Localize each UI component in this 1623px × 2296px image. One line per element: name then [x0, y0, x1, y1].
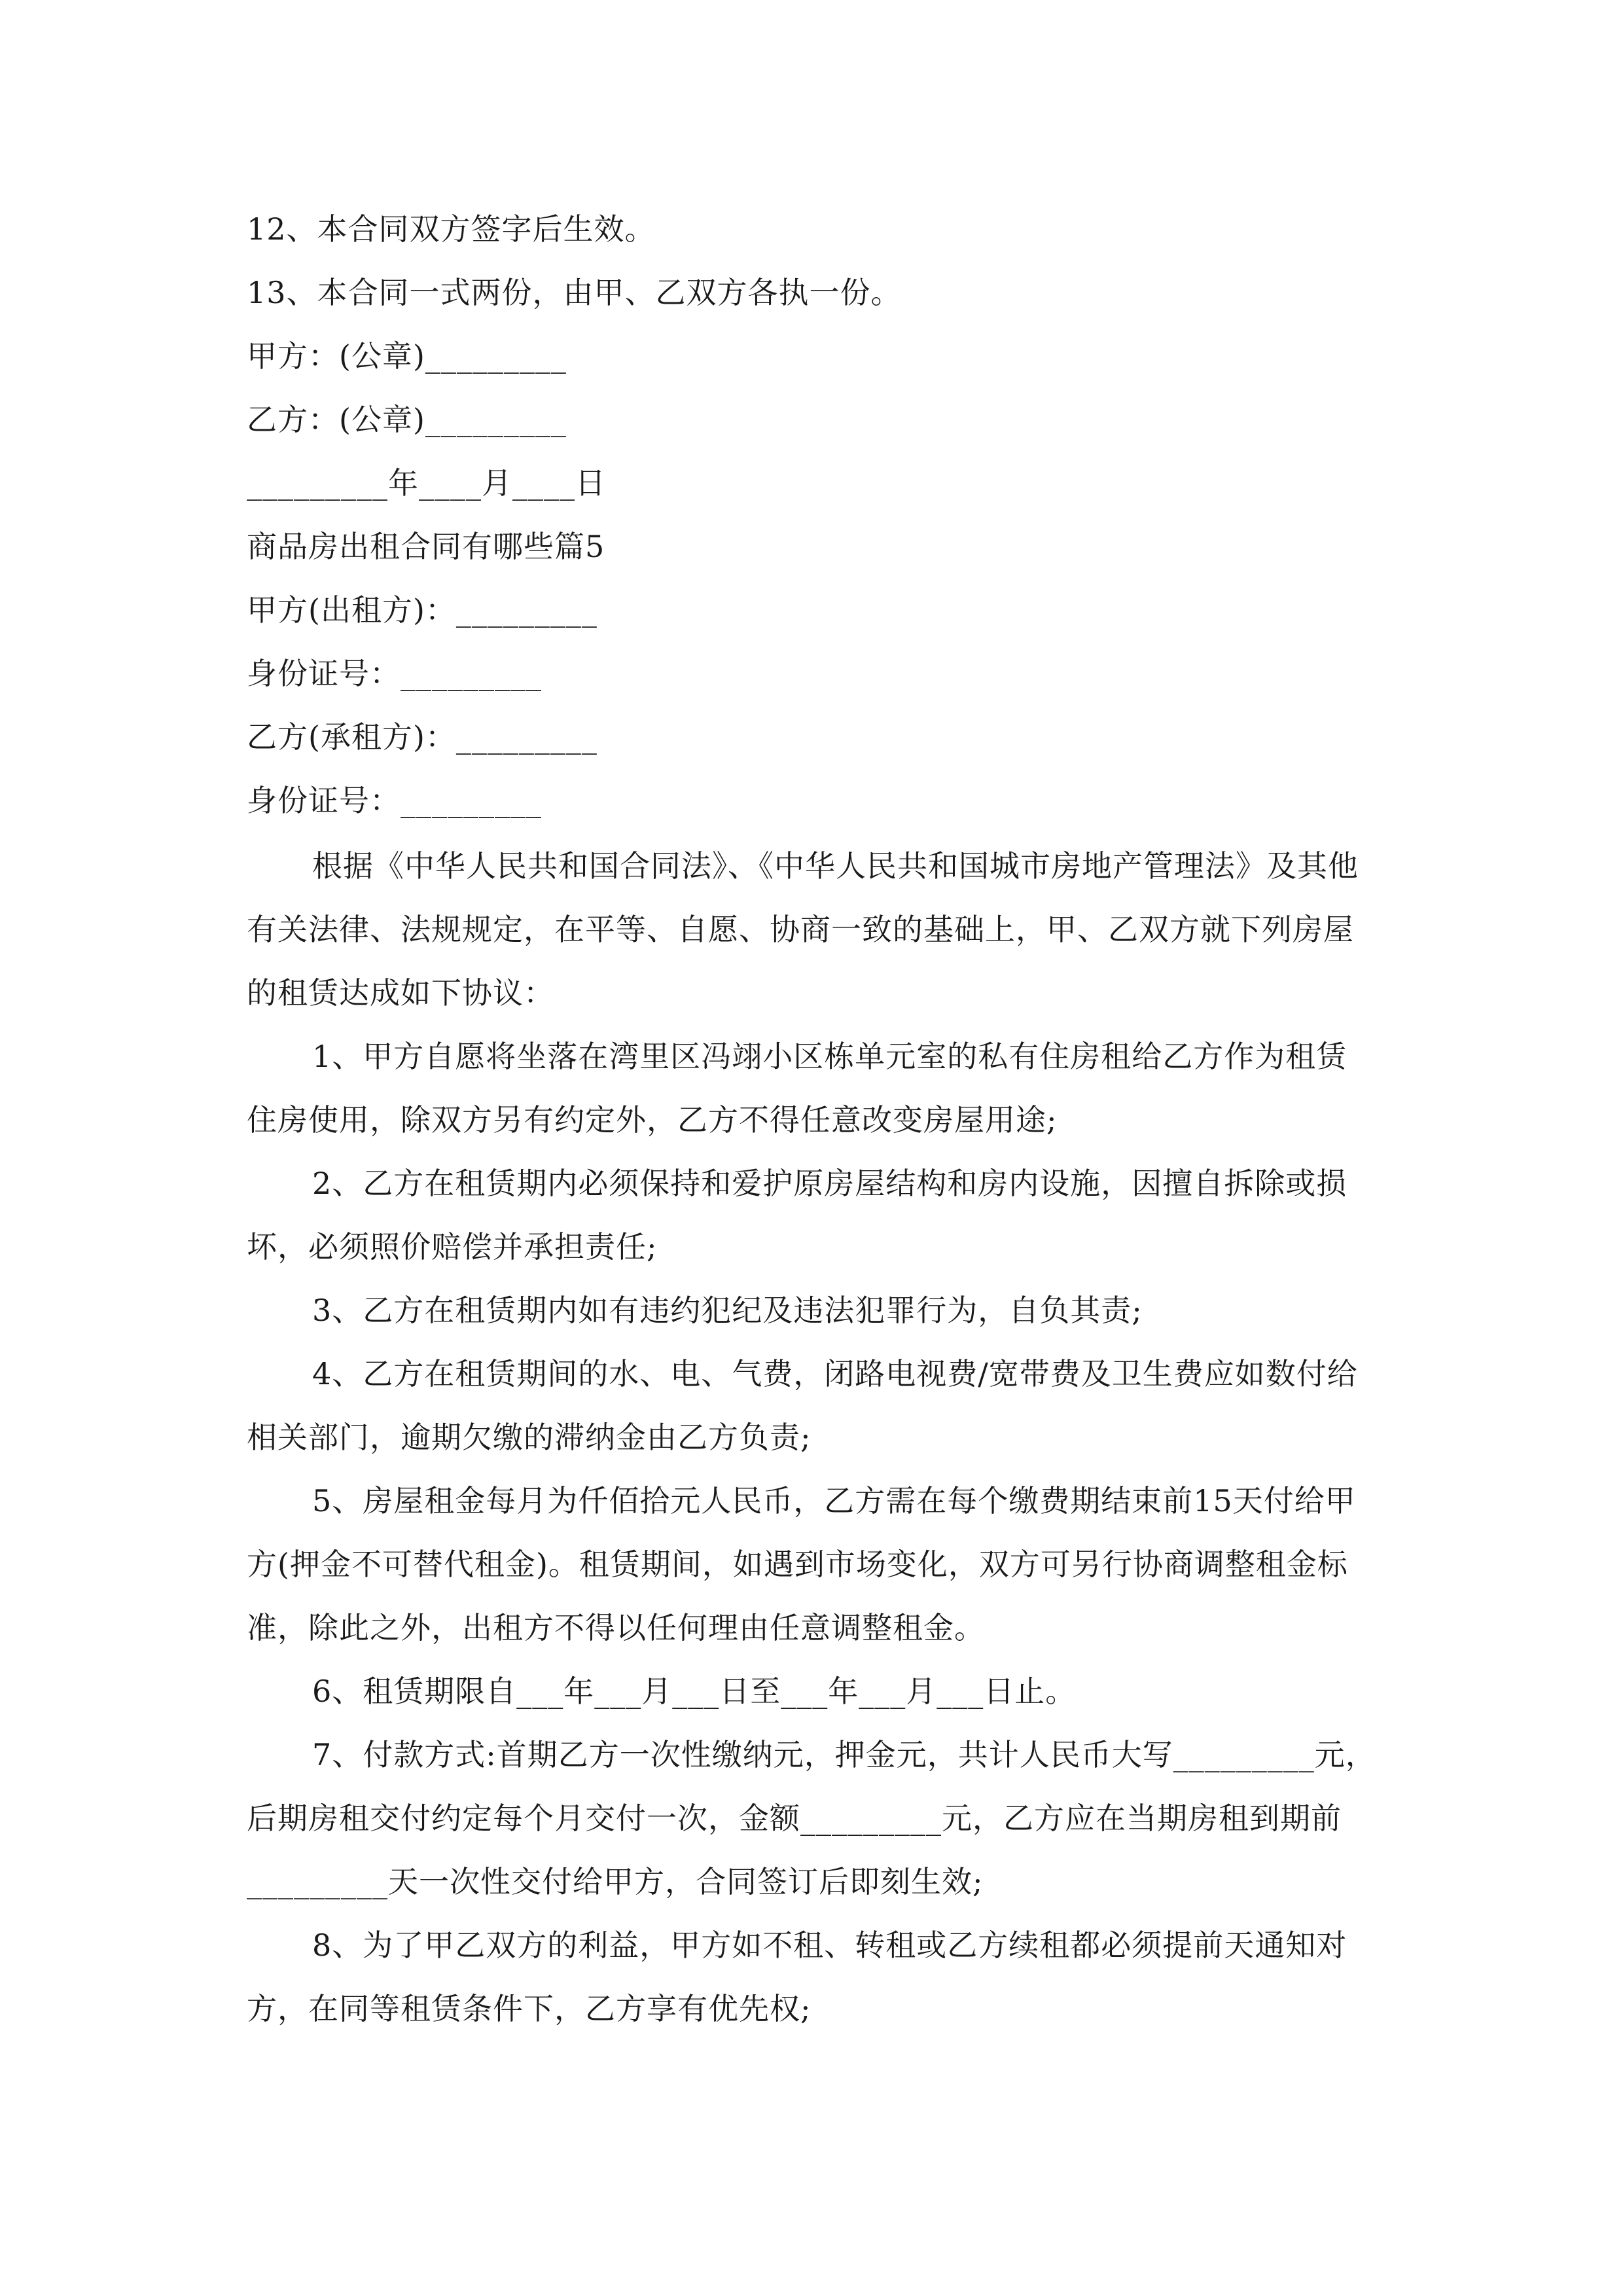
date-line: _________年____月____日 — [247, 465, 606, 501]
clause-5-paragraph: 5、房屋租金每月为仟佰拾元人民币，乙方需在每个缴费期结束前15天付给甲方(押金不可替代租金)。租赁期间，如遇到市场变化，双方可另行协商调整租金标准，除此之外，出租方不得以任何理由任意调整租金。 — [247, 1483, 1356, 1645]
clause-13: 13、本合同一式两份，由甲、乙双方各执一份。 — [247, 275, 902, 310]
party-a-seal-line: 甲方：(公章)_________ — [247, 338, 567, 374]
clause-8-paragraph: 8、为了甲乙双方的利益，甲方如不租、转租或乙方续租都必须提前天通知对方，在同等租赁条件下，乙方享有优先权; — [247, 1928, 1347, 2026]
lessor-id-line: 身份证号：_________ — [247, 656, 542, 691]
section-title: 商品房出租合同有哪些篇5 — [247, 529, 605, 564]
clause-2-paragraph: 2、乙方在租赁期内必须保持和爱护原房屋结构和房内设施，因擅自拆除或损坏，必须照价赔偿并承担责任; — [247, 1166, 1347, 1265]
preamble-paragraph: 根据《中华人民共和国合同法》、《中华人民共和国城市房地产管理法》及其他有关法律、法规规定，在平等、自愿、协商一致的基础上，甲、乙双方就下列房屋的租赁达成如下协议： — [247, 848, 1359, 1011]
clause-12: 12、本合同双方签字后生效。 — [247, 211, 656, 247]
party-b-seal-line: 乙方：(公章)_________ — [247, 402, 567, 437]
clause-7-paragraph: 7、付款方式:首期乙方一次性缴纳元，押金元，共计人民币大写_________元，后期房租交付约定每个月交付一次，金额_________元，乙方应在当期房租到期前_________天一次性交付给甲方，合同签订后即刻生效; — [247, 1737, 1376, 1899]
lessor-line: 甲方(出租方)：_________ — [247, 592, 597, 628]
clause-4-paragraph: 4、乙方在租赁期间的水、电、气费，闭路电视费/宽带费及卫生费应如数付给相关部门，逾期欠缴的滞纳金由乙方负责; — [247, 1356, 1358, 1455]
clause-3-paragraph: 3、乙方在租赁期内如有违约犯纪及违法犯罪行为，自负其责; — [312, 1293, 1143, 1328]
clause-1-paragraph: 1、甲方自愿将坐落在湾里区冯翊小区栋单元室的私有住房租给乙方作为租赁住房使用，除双方另有约定外，乙方不得任意改变房屋用途; — [247, 1039, 1347, 1138]
lessee-line: 乙方(承租方)：_________ — [247, 719, 597, 755]
clause-6-paragraph: 6、租赁期限自___年___月___日至___年___月___日止。 — [312, 1674, 1077, 1709]
lessee-id-line: 身份证号：_________ — [247, 783, 542, 818]
